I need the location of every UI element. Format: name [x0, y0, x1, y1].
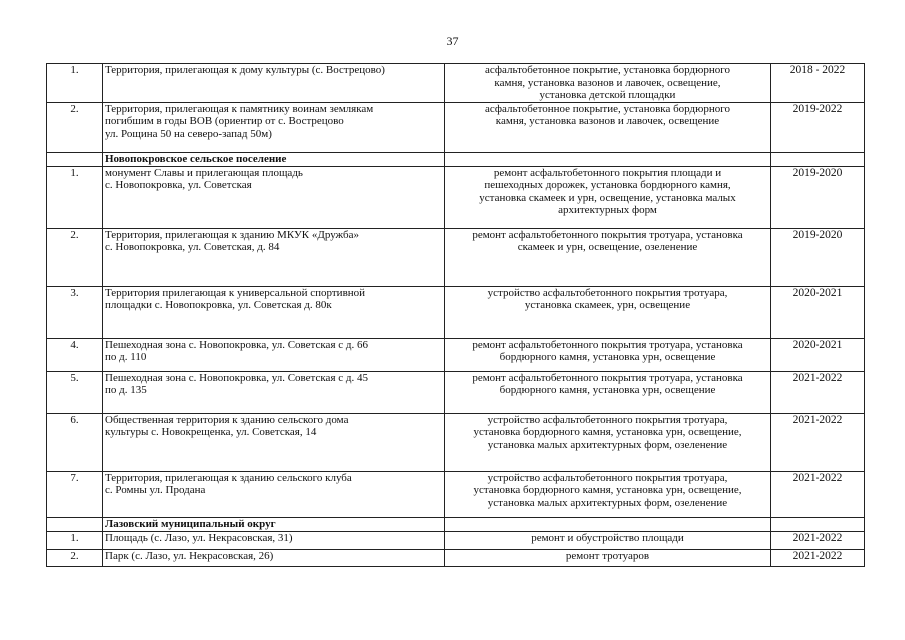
empty-cell	[47, 517, 103, 531]
works-description	[445, 286, 771, 338]
implementation-years: 2019-2020	[771, 228, 865, 286]
works-description	[445, 371, 771, 413]
object-description-line: Территория, прилегающая к зданию МКУК «Дружба»	[105, 228, 359, 241]
works-description-line: асфальтобетонное покрытие, установка бордюрного	[485, 102, 730, 115]
row-number: 3.	[47, 286, 103, 338]
row-number: 4.	[47, 338, 103, 371]
implementation-years: 2021-2022	[771, 549, 865, 566]
row-number: 2.	[47, 228, 103, 286]
empty-cell	[47, 152, 103, 166]
object-description-line: по д. 110	[105, 351, 147, 363]
table-row	[47, 338, 865, 371]
object-description-line: Территория, прилегающая к дому культуры (с. Вострецово)	[105, 64, 385, 76]
object-description	[103, 286, 445, 338]
row-number: 7.	[47, 471, 103, 517]
object-description-line: Площадь (с. Лазо, ул. Некрасовская, 31)	[105, 531, 293, 544]
table-row	[47, 531, 865, 549]
works-description	[445, 471, 771, 517]
works-description-line: установка детской площадки	[539, 89, 676, 101]
object-description-line: Территория, прилегающая к памятнику воинам землякам	[105, 102, 374, 115]
row-number: 5.	[47, 371, 103, 413]
object-description-line: с. Новопокровка, ул. Советская, д. 84	[105, 241, 280, 253]
works-description-line: установка бордюрного камня, установка урн, освещение,	[473, 426, 742, 438]
empty-cell	[445, 517, 771, 531]
implementation-years: 2021-2022	[771, 531, 865, 549]
object-description	[103, 166, 445, 228]
object-description-line: Пешеходная зона с. Новопокровка, ул. Советская с д. 66	[105, 338, 368, 351]
row-number: 1.	[47, 166, 103, 228]
table-row	[47, 471, 865, 517]
object-description-line: Парк (с. Лазо, ул. Некрасовская, 26)	[105, 549, 274, 562]
implementation-years: 2020-2021	[771, 338, 865, 371]
object-description-line: Пешеходная зона с. Новопокровка, ул. Советская с д. 45	[105, 371, 368, 384]
object-description-line: с. Новопокровка, ул. Советская	[105, 179, 252, 191]
object-description	[103, 531, 445, 549]
works-description-line: пешеходных дорожек, установка бордюрного камня,	[484, 179, 731, 191]
works-description-line: архитектурных форм	[558, 204, 657, 216]
works-description-line: ремонт тротуаров	[565, 549, 650, 562]
works-description	[445, 102, 771, 152]
section-row	[47, 152, 865, 166]
implementation-years: 2019-2022	[771, 102, 865, 152]
table-row	[47, 166, 865, 228]
works-description-line: ремонт асфальтобетонного покрытия тротуара, установка	[472, 338, 743, 351]
object-description	[103, 64, 445, 103]
object-description-line: с. Ромны ул. Продана	[105, 484, 206, 496]
works-description-line: скамеек и урн, освещение, озеленение	[517, 241, 698, 253]
works-description-line: установка скамеек и урн, освещение, установка малых	[479, 191, 736, 204]
works-description-line: бордюрного камня, установка урн, освещение	[499, 351, 716, 363]
implementation-years: 2021-2022	[771, 471, 865, 517]
table-body	[47, 64, 865, 567]
works-description	[445, 338, 771, 371]
row-number: 6.	[47, 413, 103, 471]
works-description-line: камня, установка вазонов и лавочек, освещение	[495, 115, 720, 127]
object-description	[103, 371, 445, 413]
section-title: Новопокровское сельское поселение	[103, 152, 445, 166]
works-description-line: асфальтобетонное покрытие, установка бордюрного	[485, 64, 730, 76]
object-description-line: Территория, прилегающая к зданию сельского клуба	[105, 471, 352, 484]
object-description-line: культуры с. Новокрещенка, ул. Советская, 14	[105, 426, 317, 438]
works-description	[445, 413, 771, 471]
implementation-years: 2021-2022	[771, 371, 865, 413]
table-row	[47, 413, 865, 471]
improvement-table	[46, 63, 865, 567]
table-row	[47, 102, 865, 152]
works-description	[445, 64, 771, 103]
object-description-line: монумент Славы и прилегающая площадь	[105, 166, 303, 179]
row-number: 1.	[47, 531, 103, 549]
empty-cell	[771, 517, 865, 531]
table-row	[47, 371, 865, 413]
works-description-line: установка скамеек, урн, освещение	[524, 299, 691, 311]
object-description	[103, 471, 445, 517]
object-description-line: Территория прилегающая к универсальной спортивной	[105, 286, 366, 299]
works-description-line: ремонт асфальтобетонного покрытия площади и	[493, 166, 722, 179]
section-title: Лазовский муниципальный округ	[103, 517, 445, 531]
section-row	[47, 517, 865, 531]
works-description-line: бордюрного камня, установка урн, освещение	[499, 384, 716, 396]
works-description	[445, 549, 771, 566]
row-number: 2.	[47, 549, 103, 566]
works-description-line: устройство асфальтобетонного покрытия тротуара,	[487, 413, 728, 426]
empty-cell	[771, 152, 865, 166]
implementation-years: 2019-2020	[771, 166, 865, 228]
works-description-line: камня, установка вазонов и лавочек, освещение,	[494, 76, 721, 89]
table-row	[47, 64, 865, 103]
works-description	[445, 166, 771, 228]
implementation-years: 2018 - 2022	[771, 64, 865, 103]
page-number: 37	[446, 34, 459, 48]
works-description-line: ремонт и обустройство площади	[531, 531, 684, 544]
object-description-line: ул. Рощина 50 на северо-запад 50м)	[105, 127, 272, 140]
object-description	[103, 228, 445, 286]
object-description-line: Общественная территория к зданию сельского дома	[105, 413, 349, 426]
works-description	[445, 531, 771, 549]
object-description	[103, 338, 445, 371]
empty-cell	[445, 152, 771, 166]
object-description	[103, 549, 445, 566]
works-description-line: ремонт асфальтобетонного покрытия тротуара, установка	[472, 371, 743, 384]
table-row	[47, 228, 865, 286]
row-number: 2.	[47, 102, 103, 152]
works-description-line: устройство асфальтобетонного покрытия тротуара,	[487, 471, 728, 484]
implementation-years: 2021-2022	[771, 413, 865, 471]
object-description-line: погибшим в годы ВОВ (ориентир от с. Вострецово	[105, 115, 344, 127]
object-description	[103, 413, 445, 471]
row-number: 1.	[47, 64, 103, 103]
works-description-line: установка малых архитектурных форм, озеленение	[487, 496, 728, 509]
table-row	[47, 549, 865, 566]
table-row	[47, 286, 865, 338]
object-description-line: площадки с. Новопокровка, ул. Советская д. 80к	[105, 299, 332, 311]
object-description-line: по д. 135	[105, 384, 147, 396]
works-description-line: установка бордюрного камня, установка урн, освещение,	[473, 484, 742, 496]
works-description-line: установка малых архитектурных форм, озеленение	[487, 438, 728, 451]
object-description	[103, 102, 445, 152]
works-description-line: устройство асфальтобетонного покрытия тротуара,	[487, 286, 728, 299]
works-description-line: ремонт асфальтобетонного покрытия тротуара, установка	[472, 228, 743, 241]
works-description	[445, 228, 771, 286]
implementation-years: 2020-2021	[771, 286, 865, 338]
